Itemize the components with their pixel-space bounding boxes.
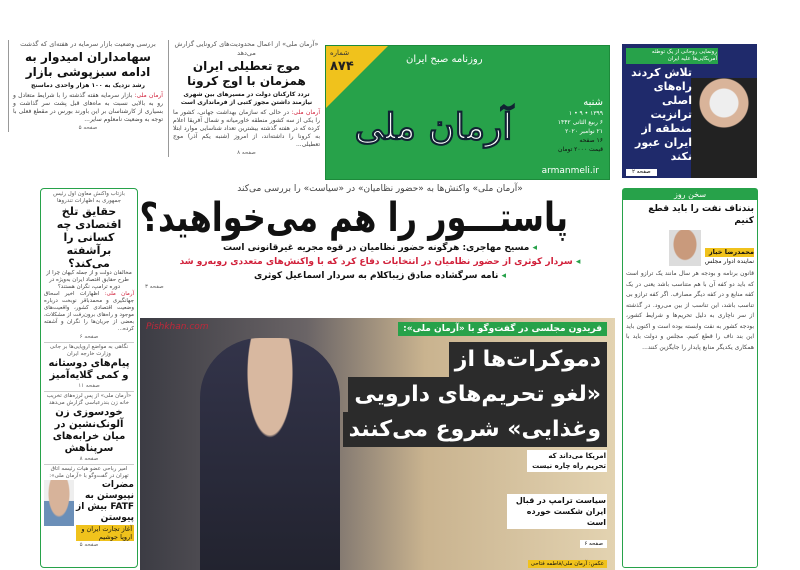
lead-story[interactable] — [139, 183, 615, 291]
page-ref: صفحه ۶ — [79, 334, 99, 340]
kicker: بررسی وضعیت بازار سرمایه در هفته‌ای که گذشت — [20, 40, 156, 48]
bullet: ◂ نامه سرگشاده صادق زیباکلام به سردار اسماعیل کوثری — [253, 271, 507, 281]
quote: امریکا می‌داند که تحریم راه چاره نیست — [527, 450, 607, 472]
person-photo — [44, 480, 74, 526]
kicker: نگاهی به مواضع اروپایی‌ها بر جانی وزارت خارجه ایران — [44, 342, 134, 358]
section-label: سخن روز — [623, 189, 757, 200]
kicker: «آرمان ملی» از پس لرزه‌های تخریب خانه زن بندرعباسی گزارش می‌دهد — [44, 391, 134, 407]
page-ref: صفحه ۲ — [626, 169, 657, 176]
bullet: ◂ مسیح مهاجری: هرگونه حضور نظامیان در قوه مجریه غیرقانونی است — [223, 243, 537, 253]
headline: موج تعطیلی ایران همزمان با اوج کرونا — [187, 59, 306, 88]
story-rouhani[interactable] — [622, 44, 757, 178]
author-photo — [669, 230, 701, 266]
photo-credit: عکس: آرمان ملی/فاطمه فتاحی — [528, 560, 607, 568]
headline: سهامداران امیدوار به ادامه سبزپوشی بازار — [25, 50, 151, 79]
quote: سیاست ترامپ در قبال ایران شکست خورده است — [507, 494, 607, 529]
headline[interactable]: خودسوزی زن آلونک‌نشین در میان خرابه‌های سرپناهش — [52, 407, 126, 454]
logo: آرمان ملی — [354, 106, 513, 148]
person-photo — [200, 338, 340, 570]
headline: بندناف نفت را باید قطع کنیم — [648, 204, 754, 226]
source: آرمان ملی: — [104, 291, 135, 297]
subhead: رشد نزدیک به ۱۰۰ هزار واحدی دماسنج — [31, 82, 145, 89]
story-market[interactable] — [8, 40, 163, 132]
kicker: «آرمان ملی» واکنش‌ها به «حضور نظامیان» در «سیاست» را بررسی می‌کند — [237, 184, 523, 194]
source: آرمان ملی: — [134, 92, 163, 99]
issue-label: شماره — [330, 49, 350, 57]
masthead — [325, 45, 610, 180]
day: شنبه — [583, 97, 603, 108]
price: قیمت ۲۰۰۰ تومان — [558, 146, 603, 153]
date-gregorian: ۲۱ نوامبر ۲۰۲۰ — [565, 128, 603, 135]
subhead: مخالفان دولت و از جمله کیهان چرا از طرح حقایق اقتصاد ایران به‌ویژه در دوره ترامپ، نگران هستند؟ — [46, 270, 132, 290]
headline[interactable]: پیام‌های دوستانه و کمی گلایه‌آمیز — [48, 358, 130, 381]
author-name: محمدرضا خباز — [705, 248, 754, 257]
kicker: «آرمان ملی» از اعمال محدودیت‌های کرونایی گزارش می‌دهد — [174, 40, 319, 57]
page-ref: صفحه ۶ — [580, 540, 607, 548]
page-ref: صفحه ۵ — [79, 542, 99, 548]
headline[interactable]: حقایق تلخ اقتصادی چه کسانی را برآشفته می‌کند؟ — [56, 205, 122, 270]
source: آرمان ملی: — [291, 109, 320, 116]
story-corona[interactable] — [168, 40, 320, 157]
interview-photo[interactable] — [140, 318, 615, 570]
issue-number: ۸۷۴ — [330, 59, 354, 74]
headline: تلاش کردند راه‌های اصلی ترانزیت منطقه از ایران عبور نکند — [631, 66, 692, 163]
pages: ۱۶ صفحه — [579, 137, 603, 144]
watermark: Pishkhan.com — [146, 322, 209, 332]
website[interactable]: armanmeli.ir — [541, 166, 599, 176]
page-ref: صفحه ۸ — [79, 456, 99, 462]
page-ref: صفحه ۵ — [78, 125, 98, 131]
editorial[interactable] — [622, 188, 758, 568]
highlight: آغاز تجارت ایران و اروپا جوشیم — [76, 525, 134, 541]
kicker: فریدون مجلسی در گفت‌وگو با «آرمان ملی»: — [398, 322, 607, 336]
kicker: بازتاب واکنش معاون اول رئیس جمهوری به اظهارات تندروها — [53, 191, 125, 204]
date-lunar: ۶ ربیع الثانی ۱۴۴۲ — [557, 119, 603, 126]
interview-headline: دموکرات‌ها از «لغو تحریم‌های دارویی وغذایی» شروع می‌کنند — [343, 342, 607, 447]
left-column — [40, 188, 138, 568]
body: قانون برنامه و بودجه هر سال مانند یک ترازو است که باید دو کفه آن با هم متناسب باشد یعنی در یک کفه منابع و در کفه دیگر مصارف. اگر کفه ترازو بی تناسب باشد، این تناسب از بین می‌رود. در گذشته از سر ناچاری به دلیل تحریم‌ها و شرایط کشور، بودجه کشور به نفت وابسته بوده است و اکنون باید این بند ناف را قطع کنیم. مجلس و دولت باید با همکاری یکدیگر منابع پایدار را جایگزین کنند... — [626, 270, 754, 351]
headline: پاستـــور را هم می‌خواهید؟ — [139, 195, 568, 241]
body: اظهارات اخیر اسحاق جهانگیری و محمدباقر نوبخت درباره وضعیت اقتصادی کشور، واقعیت‌های موجود و راه‌های برون‌رفت از مشکلات، بعضی از جریان‌ها را نگران و آشفته کرده... — [44, 291, 134, 332]
date-block — [531, 96, 603, 154]
tagline: روزنامه صبح ایران — [406, 54, 483, 65]
rouhani-photo — [691, 78, 757, 178]
page-ref: صفحه ۳ — [145, 284, 164, 290]
author-title: نماینده ادوار مجلس — [704, 258, 754, 265]
bullet: ◂ سردار کوثری از حضور نظامیان در انتخابات دفاع کرد که با واکنش‌های متعددی روبه‌رو شد — [179, 257, 581, 267]
body: بازار سرمایه هفته گذشته را با شرایط متعادل و رو به بالایی نسبت به ماه‌های قبل پشت سر گذاشت و بسیاری از کارشناسان بر این باورند بورس در مقطع فعلی با توجه به وضعیت نامعلوم سایر... — [13, 92, 163, 123]
headline[interactable]: مضرات نپیوستن به FATF بیش از پیوستن — [76, 480, 134, 523]
page-ref: صفحه ۱۱ — [78, 383, 100, 389]
date-solar: ۱۳۹۹ • ۹ • ۱ — [568, 110, 603, 117]
kicker: امیر رباحی عضو هیات رئیسه اتاق تهران در گفت‌وگو با «آرمان ملی»: — [44, 464, 134, 480]
body: در حالی که سازمان بهداشت جهانی، کشور ما را یکی از سه کشور منطقه خاورمیانه و شمال آفریقا اعلام کرده که در هفته گذشته بیشترین تعداد شناسایی موارد ابتلا به کرونا را داشته‌اند، از امروز (شنبه یکم آذر) موج تعطیلی... — [173, 109, 320, 148]
kicker: رونمایی روحانی از یک توطئه آمریکایی‌ها علیه ایران — [626, 48, 718, 64]
page-ref: صفحه ۸ — [237, 150, 256, 156]
subhead: تردد کارکنان دولت در مسیرهای بین شهری نیازمند داشتن مجوز کتبی از فرمانداری است — [180, 91, 313, 106]
